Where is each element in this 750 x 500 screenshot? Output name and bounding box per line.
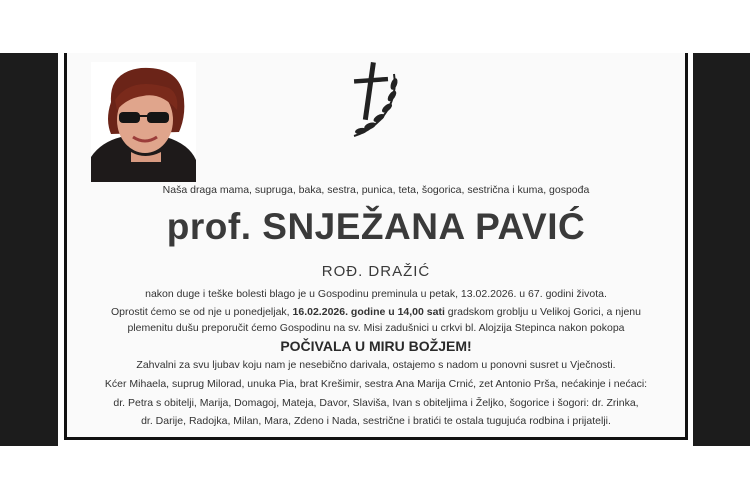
portrait-photo [91,62,196,182]
mourners-line: dr. Darije, Radojka, Milan, Mara, Zdeno i Nada, sestrične i bratići te ostala tugujuća rodbina i prijatelji. [141,415,611,427]
thanks-line: Zahvalni za svu ljubav koju nam je nesebično darivala, ostajemo s nadom u ponovni susret u Vječnosti. [136,359,616,371]
cross-with-palm-icon [346,60,402,140]
funeral-info-post: gradskom groblju u Velikoj Gorici, a njenu [444,306,641,318]
mourners-line: Kćer Mihaela, suprug Milorad, unuka Pia, brat Krešimir, sestra Ana Marija Crnić, zet Antonio Prša, nećakinje i nećaci: [104,378,648,390]
right-mourning-border [693,53,750,446]
left-mourning-border [0,53,58,446]
death-announcement: nakon duge i teške bolesti blago je u Gospodinu preminula u petak, 13.02.2026. u 67. godini života. [145,288,607,300]
rest-in-peace: POČIVALA U MIRU BOŽJEM! [280,338,472,354]
intro-line: Naša draga mama, supruga, baka, sestra, punica, teta, šogorica, sestrična i kuma, gospođa [162,184,590,196]
funeral-info-pre: Oprostit ćemo se od nje u ponedjeljak, [111,306,293,318]
funeral-date: 16.02.2026. godine u 14,00 sati [292,306,445,318]
deceased-name: prof. SNJEŽANA PAVIĆ [166,206,586,247]
mass-info: plemenitu dušu preporučit ćemo Gospodinu na sv. Misi zadušnici u crkvi bl. Alojzija Stepinca nakon pokopa [127,322,625,334]
funeral-info [66,306,686,318]
maiden-name: ROĐ. DRAŽIĆ [321,263,431,280]
mourners-line: dr. Petra s obitelji, Marija, Domagoj, Mateja, Davor, Slaviša, Ivan s obiteljima i Željko, šogorice i šogori: dr. Zrinka, [113,397,639,409]
bottom-background [0,446,750,500]
top-background [0,0,750,53]
